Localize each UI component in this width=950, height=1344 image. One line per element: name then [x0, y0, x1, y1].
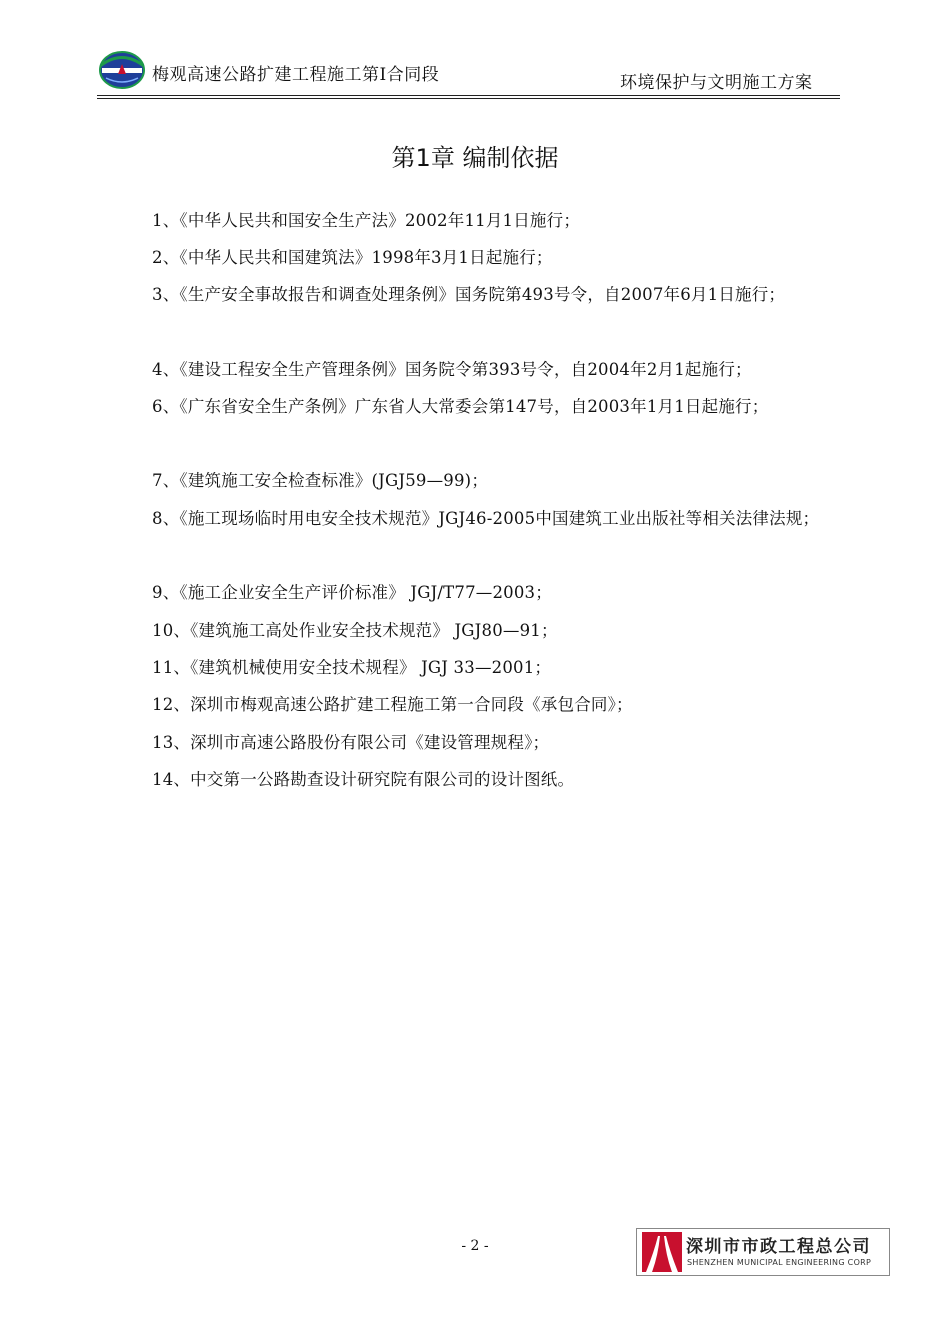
list-item: 8、《施工现场临时用电安全技术规范》JGJ46-2005中国建筑工业出版社等相关法律法规； — [152, 509, 820, 528]
header-divider — [97, 95, 840, 96]
list-item: 2、《中华人民共和国建筑法》1998年3月1日起施行； — [152, 248, 553, 267]
chapter-title: 第1章 编制依据 — [391, 144, 559, 172]
list-item: 12、深圳市梅观高速公路扩建工程施工第一合同段《承包合同》； — [152, 695, 633, 714]
list-item: 10、《建筑施工高处作业安全技术规范》 JGJ80—91； — [152, 621, 558, 640]
project-logo-icon — [98, 50, 146, 90]
page-number: - 2 - — [461, 1238, 489, 1254]
list-item: 1、《中华人民共和国安全生产法》2002年11月1日施行； — [152, 211, 581, 230]
list-item: 9、《施工企业安全生产评价标准》 JGJ/T77—2003； — [152, 583, 552, 602]
header-project-title: 梅观高速公路扩建工程施工第Ⅰ合同段 — [152, 65, 440, 85]
footer-company-name: 深圳市市政工程总公司 — [686, 1237, 871, 1257]
list-item: 13、深圳市高速公路股份有限公司《建设管理规程》； — [152, 733, 550, 752]
list-item: 11、《建筑机械使用安全技术规程》 JGJ 33—2001； — [152, 658, 552, 677]
list-item: 6、《广东省安全生产条例》广东省人大常委会第147号，自2003年1月1日起施行； — [152, 397, 769, 416]
list-item: 3、《生产安全事故报告和调查处理条例》国务院第493号令，自2007年6月1日施行； — [152, 285, 786, 304]
header-divider-2 — [97, 98, 840, 99]
list-item: 4、《建设工程安全生产管理条例》国务院令第393号令，自2004年2月1起施行； — [152, 360, 752, 379]
footer-company-name-en: SHENZHEN MUNICIPAL ENGINEERING CORP — [687, 1258, 872, 1267]
list-item: 14、中交第一公路勘查设计研究院有限公司的设计图纸。 — [152, 770, 575, 789]
header-document-title: 环境保护与文明施工方案 — [620, 73, 813, 93]
list-item: 7、《建筑施工安全检查标准》(JGJ59—99)； — [152, 471, 489, 490]
